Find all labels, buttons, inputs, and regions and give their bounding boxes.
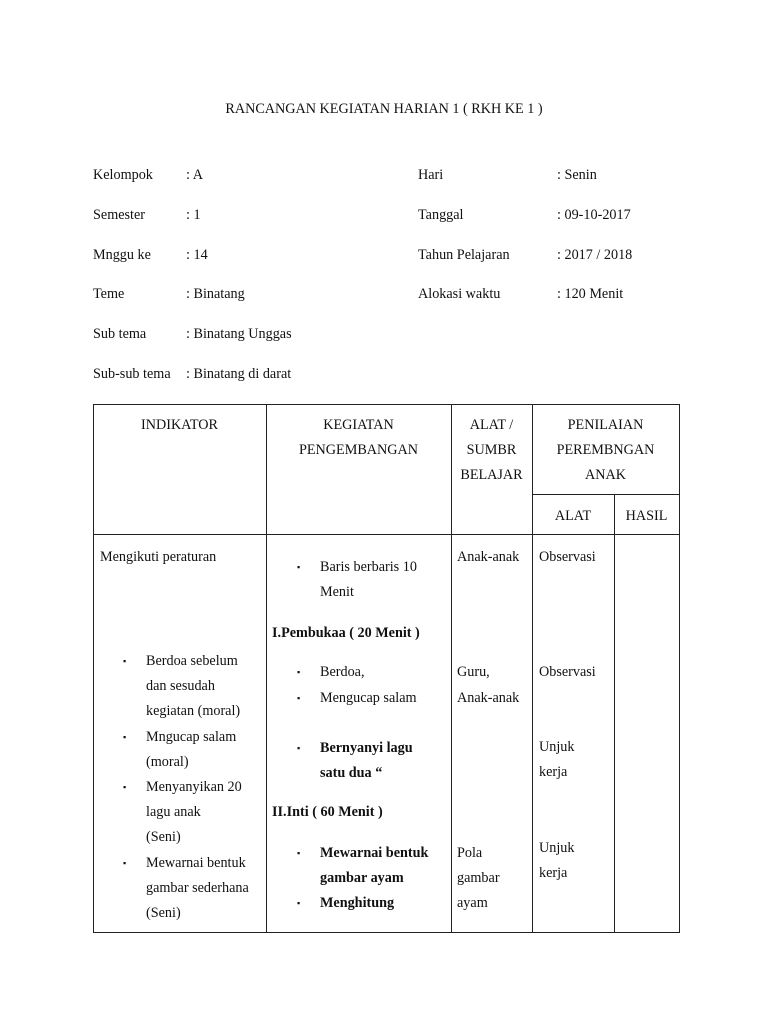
kelompok-label: Kelompok <box>93 167 153 183</box>
kegiatan-line: gambar ayam <box>320 870 404 886</box>
section-inti: II.Inti ( 60 Menit ) <box>272 804 383 820</box>
alat-sumber-line: ayam <box>457 895 488 911</box>
bullet-icon: ▪ <box>123 782 127 792</box>
table-border-bottom <box>93 932 680 933</box>
kegiatan-line: Baris berbaris 10 <box>320 559 417 575</box>
header-penilaian-line3: ANAK <box>585 467 626 483</box>
header-penilaian-line2: PEREMBNGAN <box>556 442 655 458</box>
penilaian-line: Unjuk <box>539 840 575 856</box>
indikator-line: dan sesudah <box>146 678 215 694</box>
list-item <box>146 649 240 724</box>
penilaian-alat-value <box>539 735 574 785</box>
tema-value: : Binatang <box>186 286 245 302</box>
table-border-top <box>93 404 680 405</box>
subtema-label: Sub tema <box>93 326 147 342</box>
bullet-icon: ▪ <box>123 858 127 868</box>
section-pembukaan: I.Pembukaa ( 20 Menit ) <box>272 625 420 641</box>
alat-sumber-value: Guru, <box>457 664 490 680</box>
semester-value: : 1 <box>186 207 201 223</box>
penilaian-alat-value: Observasi <box>539 549 596 565</box>
table-col-divider <box>614 494 615 933</box>
bullet-icon: ▪ <box>297 743 301 753</box>
indikator-line: Menyanyikan 20 <box>146 779 242 795</box>
bullet-icon: ▪ <box>123 656 127 666</box>
header-alat-sumber <box>451 413 532 488</box>
bullet-icon: ▪ <box>297 848 301 858</box>
header-kegiatan-line2: PENGEMBANGAN <box>298 442 419 458</box>
page-title: RANCANGAN KEGIATAN HARIAN 1 ( RKH KE 1 ) <box>225 101 543 117</box>
kelompok-value: : A <box>186 167 203 183</box>
subheader-alat: ALAT <box>554 508 592 524</box>
bullet-icon: ▪ <box>297 898 301 908</box>
subsubtema-value: : Binatang di darat <box>186 366 292 382</box>
bullet-icon: ▪ <box>123 732 127 742</box>
subheader-hasil: HASIL <box>625 508 668 524</box>
table-border-left <box>93 404 94 933</box>
kegiatan-item-mewarnai <box>320 841 428 891</box>
kegiatan-item-bernyanyi <box>320 736 413 786</box>
indikator-line: Berdoa sebelum <box>146 653 238 669</box>
minggu-label: Mnggu ke <box>93 247 151 263</box>
header-penilaian-line1: PENILAIAN <box>567 417 644 433</box>
header-alat-line3: BELAJAR <box>460 467 523 483</box>
header-penilaian <box>532 413 679 488</box>
indikator-line: lagu anak <box>146 804 201 820</box>
alokasi-value: : 120 Menit <box>557 286 624 302</box>
kegiatan-line: Menit <box>320 584 354 600</box>
table-border-right <box>679 404 680 933</box>
tanggal-label: Tanggal <box>418 207 464 223</box>
alat-sumber-line: Pola <box>457 845 483 861</box>
penilaian-line: Unjuk <box>539 739 575 755</box>
table-header-bottom <box>93 534 680 535</box>
indikator-line: Mngucap salam <box>146 729 237 745</box>
bullet-icon: ▪ <box>297 693 301 703</box>
header-indikator: INDIKATOR <box>141 417 218 433</box>
semester-label: Semester <box>93 207 146 223</box>
penilaian-alat-value: Observasi <box>539 664 596 680</box>
table-subheader-line <box>532 494 680 495</box>
kegiatan-item-berdoa: Berdoa, <box>320 664 365 680</box>
penilaian-alat-value <box>539 836 574 886</box>
tahun-label: Tahun Pelajaran <box>418 247 510 263</box>
alat-sumber-value <box>457 841 500 916</box>
hari-value: : Senin <box>557 167 597 183</box>
tanggal-value: : 09-10-2017 <box>557 207 631 223</box>
list-item <box>146 725 236 775</box>
alat-sumber-line: gambar <box>457 870 500 886</box>
kegiatan-line: Mewarnai bentuk <box>320 845 429 861</box>
tahun-value: : 2017 / 2018 <box>557 247 633 263</box>
header-kegiatan <box>266 413 451 463</box>
header-alat-line2: SUMBR <box>466 442 517 458</box>
kegiatan-line: Bernyanyi lagu <box>320 740 413 756</box>
kegiatan-item-menghitung: Menghitung <box>320 895 395 911</box>
minggu-value: : 14 <box>186 247 208 263</box>
indikator-line: (Seni) <box>146 905 181 921</box>
bullet-icon: ▪ <box>297 562 301 572</box>
kegiatan-item-salam: Mengucap salam <box>320 690 417 706</box>
list-item <box>146 851 249 926</box>
indikator-line: (Seni) <box>146 829 181 845</box>
header-alat-line1: ALAT / <box>469 417 514 433</box>
indikator-line: kegiatan (moral) <box>146 703 241 719</box>
alat-sumber-value: Anak-anak <box>457 690 520 706</box>
penilaian-line: kerja <box>539 865 568 881</box>
indikator-line: gambar sederhana <box>146 880 249 896</box>
alokasi-label: Alokasi waktu <box>418 286 501 302</box>
alat-sumber-value: Anak-anak <box>457 549 520 565</box>
kegiatan-line: satu dua “ <box>320 765 383 781</box>
penilaian-line: kerja <box>539 764 568 780</box>
list-item <box>146 775 242 850</box>
table-col-divider <box>266 404 267 933</box>
subsubtema-label: Sub-sub tema <box>93 366 171 382</box>
kegiatan-item-baris <box>320 555 417 605</box>
indikator-intro: Mengikuti peraturan <box>100 549 217 565</box>
bullet-icon: ▪ <box>297 667 301 677</box>
hari-label: Hari <box>418 167 444 183</box>
indikator-line: (moral) <box>146 754 189 770</box>
header-kegiatan-line1: KEGIATAN <box>323 417 394 433</box>
tema-label: Teme <box>93 286 125 302</box>
subtema-value: : Binatang Unggas <box>186 326 292 342</box>
indikator-line: Mewarnai bentuk <box>146 855 246 871</box>
